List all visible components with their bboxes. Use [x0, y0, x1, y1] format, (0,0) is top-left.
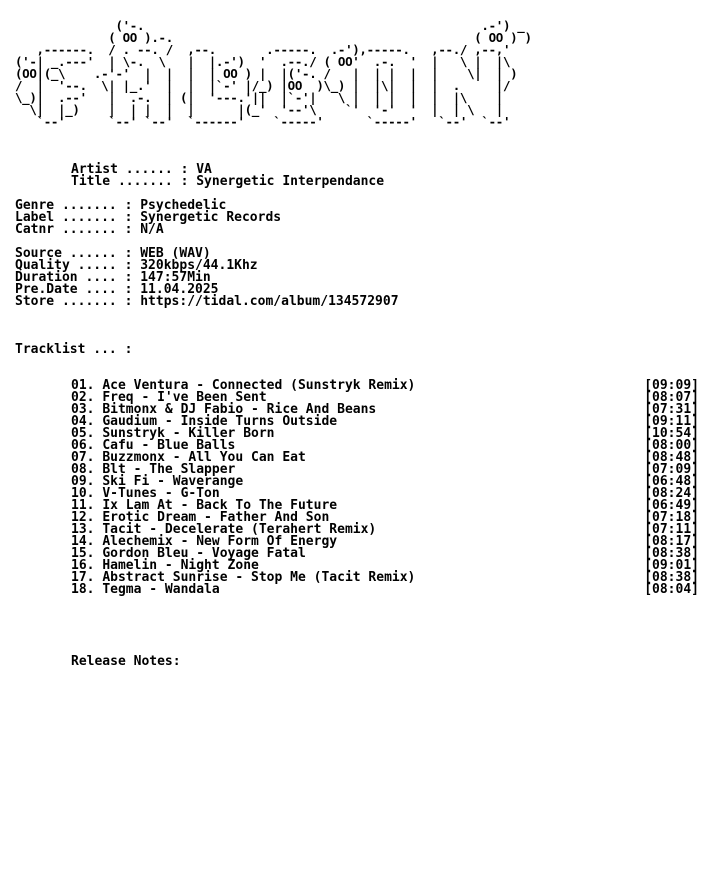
track-title: Erotic Dream - Father And Son [102, 510, 330, 525]
store-label: Store ....... : [15, 294, 133, 309]
track-number: 11. [71, 498, 95, 513]
predate-label: Pre.Date .... : [15, 282, 133, 297]
track-number: 06. [71, 438, 95, 453]
track-number: 17. [71, 570, 95, 585]
track-number: 09. [71, 474, 95, 489]
genre-value: Psychedelic [140, 198, 227, 213]
logo-line: ('-| _.---' | \-. \ | |.-') ' .--./ ( OO' .-. ' | \ | |\ [15, 54, 518, 69]
logo-line: ('-. .-') _ [15, 18, 525, 33]
source-label: Source ...... : [15, 246, 133, 261]
track-duration: [09:11] [644, 414, 699, 429]
track-title: Ace Ventura - Connected (Sunstryk Remix) [102, 378, 416, 393]
tracklist [15, 380, 699, 596]
track-row [15, 584, 699, 596]
source-value: WEB (WAV) [140, 246, 211, 261]
track-duration: [08:24] [644, 486, 699, 501]
track-number: 14. [71, 534, 95, 549]
label-label: Label ....... : [15, 210, 133, 225]
track-duration: [09:09] [644, 378, 699, 393]
track-title: Tegma - Wandala [102, 582, 220, 597]
track-duration: [07:09] [644, 462, 699, 477]
track-duration: [07:31] [644, 402, 699, 417]
track-number: 08. [71, 462, 95, 477]
falcon-ascii-logo [15, 20, 699, 128]
track-number: 04. [71, 414, 95, 429]
track-title: Cafu - Blue Balls [102, 438, 236, 453]
track-duration: [08:17] [644, 534, 699, 549]
track-number: 16. [71, 558, 95, 573]
artist-value: VA [196, 162, 212, 177]
track-duration: [08:04] [644, 582, 699, 597]
track-duration: [06:48] [644, 474, 699, 489]
logo-line: / | '--. \| |_.' | | |`-' |/_) |OO )\_) | |\| | | . |/ [15, 78, 518, 93]
catnr-row [15, 224, 699, 236]
track-number: 01. [71, 378, 95, 393]
track-duration: [08:07] [644, 390, 699, 405]
predate-value: 11.04.2025 [140, 282, 219, 297]
track-title: Sunstryk - Killer Born [102, 426, 275, 441]
track-title: Tacit - Decelerate (Terahert Remix) [102, 522, 377, 537]
track-duration: [06:49] [644, 498, 699, 513]
release-notes-heading: Release Notes: [71, 654, 181, 669]
track-title: Gaudium - Inside Turns Outside [102, 414, 338, 429]
track-number: 03. [71, 402, 95, 417]
store-link[interactable]: https://tidal.com/album/134572907 [140, 294, 399, 309]
track-duration: [10:54] [644, 426, 699, 441]
track-duration: [08:38] [644, 546, 699, 561]
quality-label: Quality ..... : [15, 258, 133, 273]
track-number: 02. [71, 390, 95, 405]
logo-line: \_)| .--' | .-. | (| '---.'|| |`-'| \ | | | | | |\ | [15, 90, 518, 105]
track-duration: [08:38] [644, 570, 699, 585]
genre-label: Genre ....... : [15, 198, 133, 213]
track-number: 05. [71, 426, 95, 441]
catnr-label: Catnr ....... : [15, 222, 133, 237]
track-duration: [08:00] [644, 438, 699, 453]
track-number: 18. [71, 582, 95, 597]
track-title: Blt - The Slapper [102, 462, 236, 477]
track-title: Abstract Sunrise - Stop Me (Tacit Remix) [102, 570, 416, 585]
duration-label: Duration .... : [15, 270, 133, 285]
track-duration: [09:01] [644, 558, 699, 573]
track-number: 10. [71, 486, 95, 501]
logo-line: (OO|(_\ .-'-' | | | | OO ) | |('-. / | | | | | \| | ) [15, 66, 518, 81]
track-number: 13. [71, 522, 95, 537]
track-number: 15. [71, 546, 95, 561]
track-duration: [07:11] [644, 522, 699, 537]
track-number: 07. [71, 450, 95, 465]
logo-line: \| |_) | | | | | |(_' '--'\ `' '-' ' | | \ | [15, 102, 518, 117]
track-title: Hamelin - Night Zone [102, 558, 259, 573]
tracklist-heading: Tracklist ... : [15, 342, 133, 357]
nfo-document [15, 20, 699, 668]
title-label: Title ....... : [71, 174, 189, 189]
track-number: 12. [71, 510, 95, 525]
artist-label: Artist ...... : [71, 162, 189, 177]
track-title: Bitmonx & DJ Fabio - Rice And Beans [102, 402, 377, 417]
logo-line: ,------. / . --. / ,--. .-----. .-'),-----. ,--./ ,--,' [15, 42, 518, 57]
track-title: Ski Fi - Waverange [102, 474, 244, 489]
title-value: Synergetic Interpendance [196, 174, 385, 189]
track-title: Alechemix - New Form Of Energy [102, 534, 338, 549]
logo-line: `--' `--' `--' `------' `-----' `-----' `--' `--' [15, 114, 525, 129]
track-title: Buzzmonx - All You Can Eat [102, 450, 306, 465]
track-duration: [08:48] [644, 450, 699, 465]
quality-value: 320kbps/44.1Khz [140, 258, 258, 273]
track-title: V-Tunes - G-Ton [102, 486, 220, 501]
track-title: Ix Lam At - Back To The Future [102, 498, 338, 513]
store-row [15, 296, 699, 308]
duration-value: 147:57Min [140, 270, 211, 285]
track-duration: [07:18] [644, 510, 699, 525]
catnr-value: N/A [140, 222, 164, 237]
label-value: Synergetic Records [140, 210, 282, 225]
track-title: Freq - I've Been Sent [102, 390, 267, 405]
logo-line: ( OO ).-. ( OO ) ) [15, 30, 532, 45]
title-row [15, 176, 699, 188]
track-title: Gordon Bleu - Voyage Fatal [102, 546, 306, 561]
